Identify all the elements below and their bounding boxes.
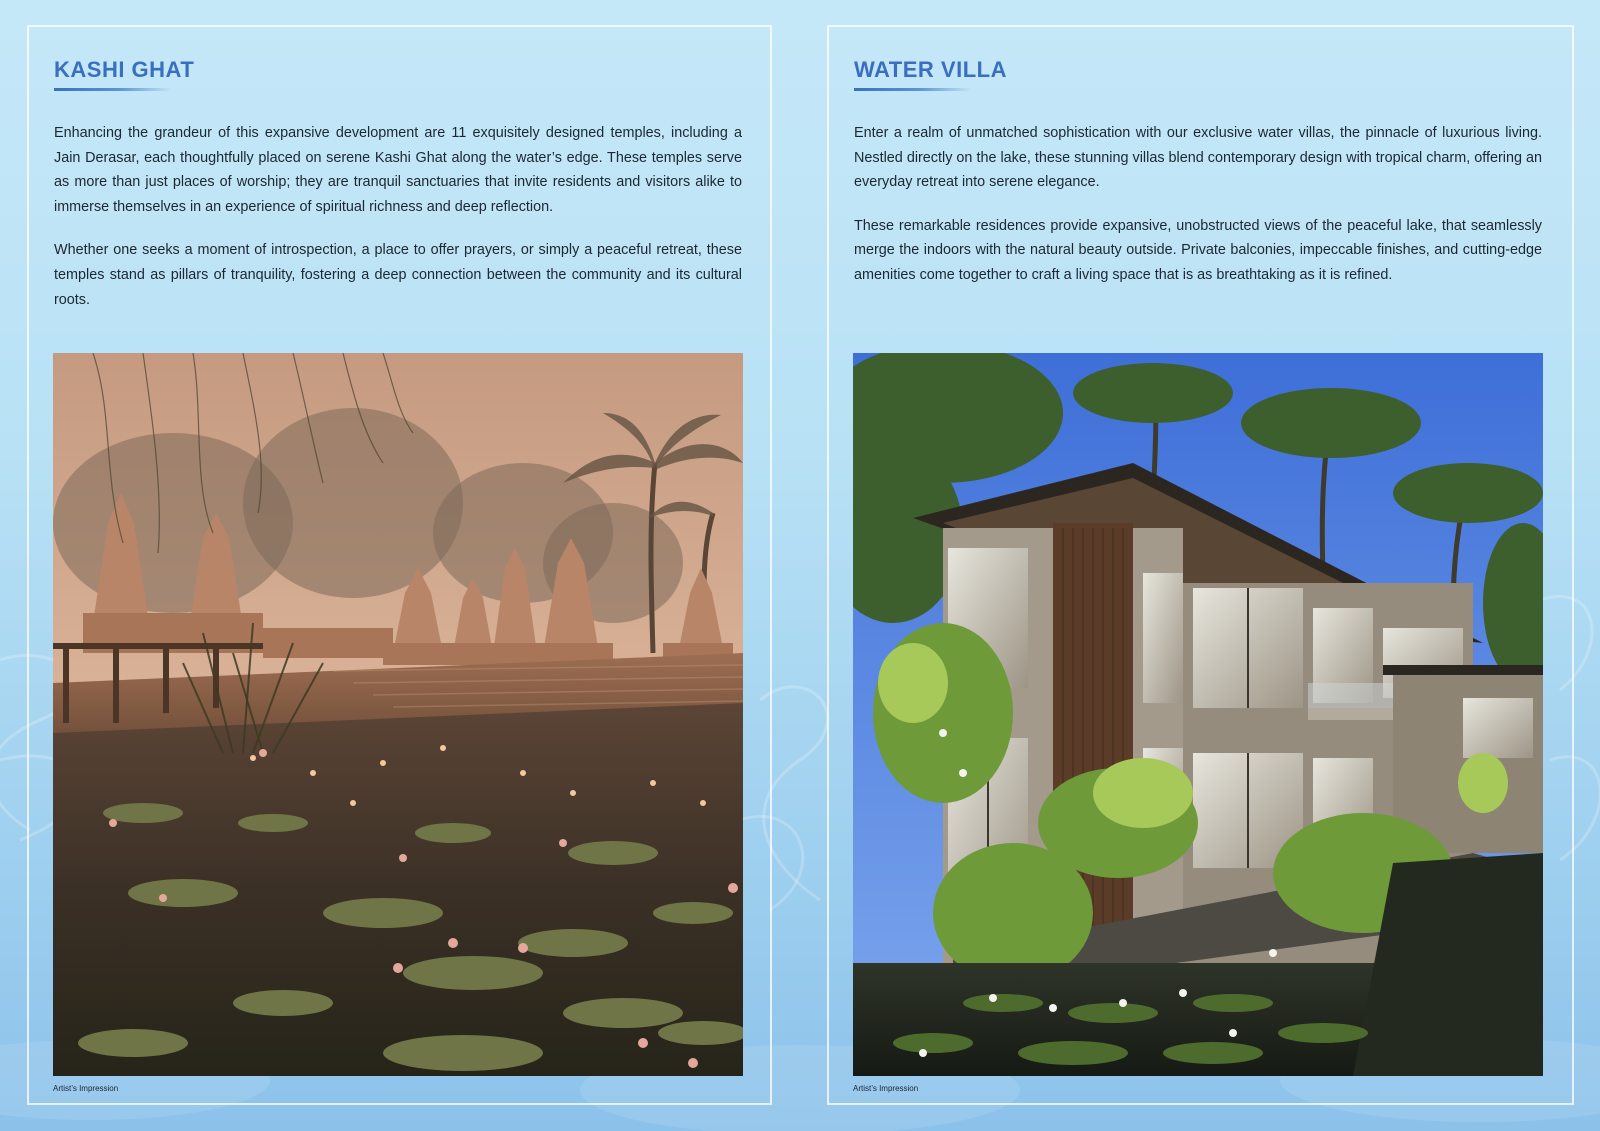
water-villa-description <box>854 121 1542 307</box>
title-underline <box>54 88 172 91</box>
title-underline <box>854 88 972 91</box>
kashi-ghat-paragraph-1: Enhancing the grandeur of this expansive development are 11 exquisitely designed temples, including a Jain Derasar, each thoughtfully placed on serene Kashi Ghat along the water’s edge. These temples serve as more than just places of worship; they are tranquil sanctuaries that invite residents and visitors alike to immerse themselves in an experience of spiritual richness and deep reflection. <box>54 125 742 215</box>
water-villa-paragraph-2: These remarkable residences provide expansive, unobstructed views of the peaceful lake, that seamlessly merge the indoors with the natural beauty outside. Private balconies, impeccable finishes, and cutting-edge amenities come together to craft a living space that is as breathtaking as it is refined. <box>854 217 1542 283</box>
water-villa-panel <box>827 25 1574 1105</box>
water-villa-paragraph-1: Enter a realm of unmatched sophistication with our exclusive water villas, the pinnacle of luxurious living. Nestled directly on the lake, these stunning villas blend contemporary design with tropical charm, offering an everyday retreat into serene elegance. <box>854 125 1542 191</box>
kashi-ghat-panel <box>27 25 772 1105</box>
kashi-ghat-temples-image <box>53 353 743 1076</box>
kashi-ghat-title: KASHI GHAT <box>54 57 195 82</box>
kashi-ghat-paragraph-2: Whether one seeks a moment of introspection, a place to offer prayers, or simply a peaceful retreat, these temples stand as pillars of tranquility, fostering a deep connection between the community and its cultural roots. <box>54 242 742 308</box>
water-villa-title: WATER VILLA <box>854 57 1007 82</box>
water-villa-image <box>853 353 1543 1076</box>
kashi-ghat-image-caption: Artist’s Impression <box>53 1084 119 1093</box>
kashi-ghat-description <box>54 121 742 331</box>
water-villa-image-caption: Artist’s Impression <box>853 1084 919 1093</box>
